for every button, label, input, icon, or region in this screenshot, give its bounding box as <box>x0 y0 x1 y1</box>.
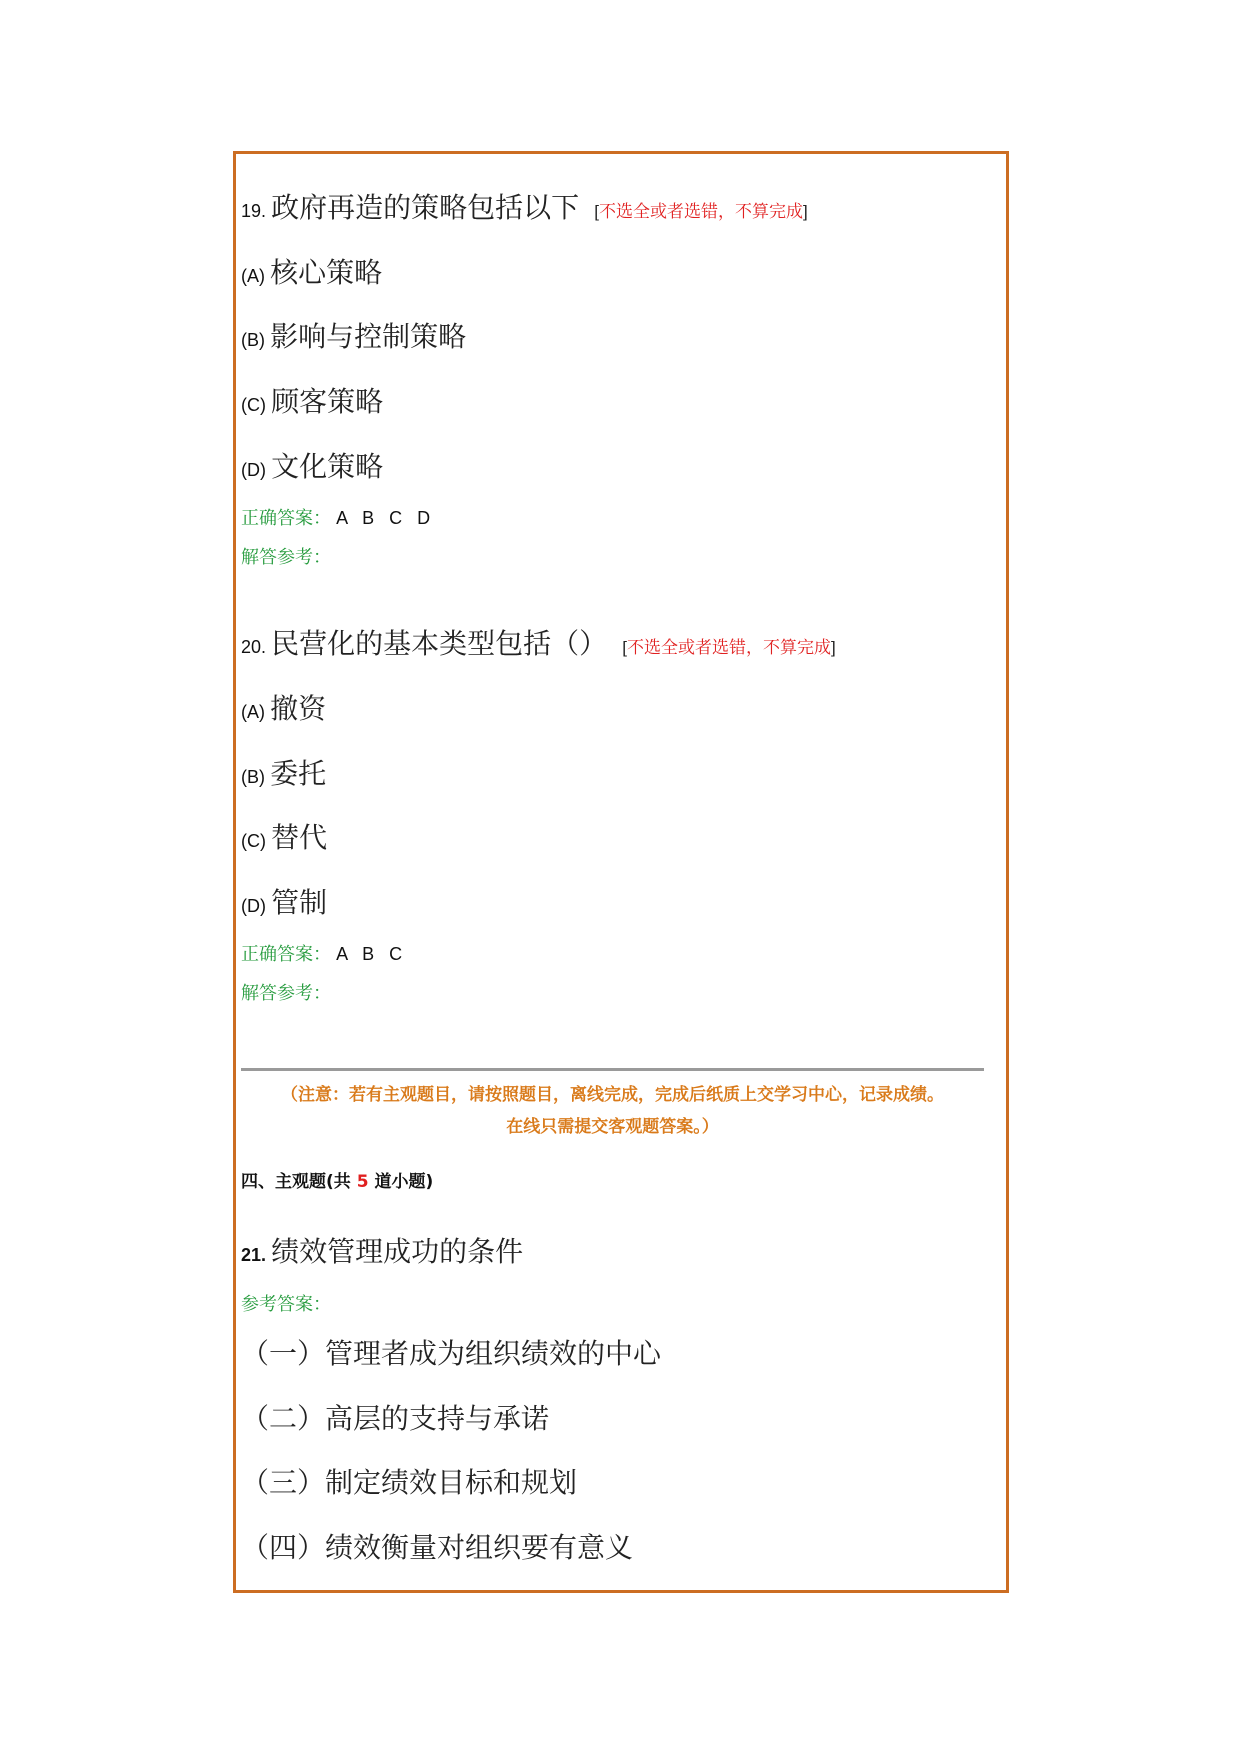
option-d: (D) 文化策略 <box>241 450 384 483</box>
option-a: (A) 核心策略 <box>241 256 383 289</box>
correct-answer: 正确答案： A B C D <box>241 508 436 529</box>
notice-line-2: 在线只需提交客观题答案。） <box>506 1117 719 1137</box>
question-note: [不选全或者选错，不算完成] <box>594 202 808 222</box>
reference-item-1: （一）管理者成为组织绩效的中心 <box>241 1337 662 1370</box>
explanation-label: 解答参考： <box>241 547 331 568</box>
option-b: (B) 委托 <box>241 757 327 790</box>
reference-item-2: （二）高层的支持与承诺 <box>241 1402 550 1435</box>
question-text: 绩效管理成功的条件 <box>271 1235 524 1268</box>
question-text: 政府再造的策略包括以下 <box>271 191 580 224</box>
option-a: (A) 撤资 <box>241 692 327 725</box>
question-20-title <box>241 622 836 662</box>
correct-answer: 正确答案： A B C <box>241 944 408 965</box>
question-number: 20. <box>241 637 267 657</box>
question-21-title <box>241 1230 523 1270</box>
question-19-title <box>241 186 808 226</box>
option-c: (C) 顾客策略 <box>241 385 384 418</box>
reference-item-3: （三）制定绩效目标和规划 <box>241 1466 578 1499</box>
option-c: (C) 替代 <box>241 821 328 854</box>
question-count: 5 <box>356 1172 369 1192</box>
reference-item-4: （四）绩效衡量对组织要有意义 <box>241 1531 634 1564</box>
notice-line-1: （注意：若有主观题目，请按照题目，离线完成，完成后纸质上交学习中心，记录成绩。 <box>281 1085 944 1105</box>
question-note: [不选全或者选错，不算完成] <box>622 638 836 658</box>
section-heading: 四、主观题(共 5 道小题) <box>241 1172 434 1192</box>
question-number: 19. <box>241 201 267 221</box>
explanation-label: 解答参考： <box>241 983 331 1004</box>
section-divider <box>241 1068 984 1071</box>
question-text: 民营化的基本类型包括（） <box>271 627 608 660</box>
option-d: (D) 管制 <box>241 886 328 919</box>
question-number: 21. <box>241 1245 267 1265</box>
page-frame <box>233 151 1009 1593</box>
reference-answer-label: 参考答案： <box>241 1294 331 1315</box>
option-b: (B) 影响与控制策略 <box>241 320 467 353</box>
